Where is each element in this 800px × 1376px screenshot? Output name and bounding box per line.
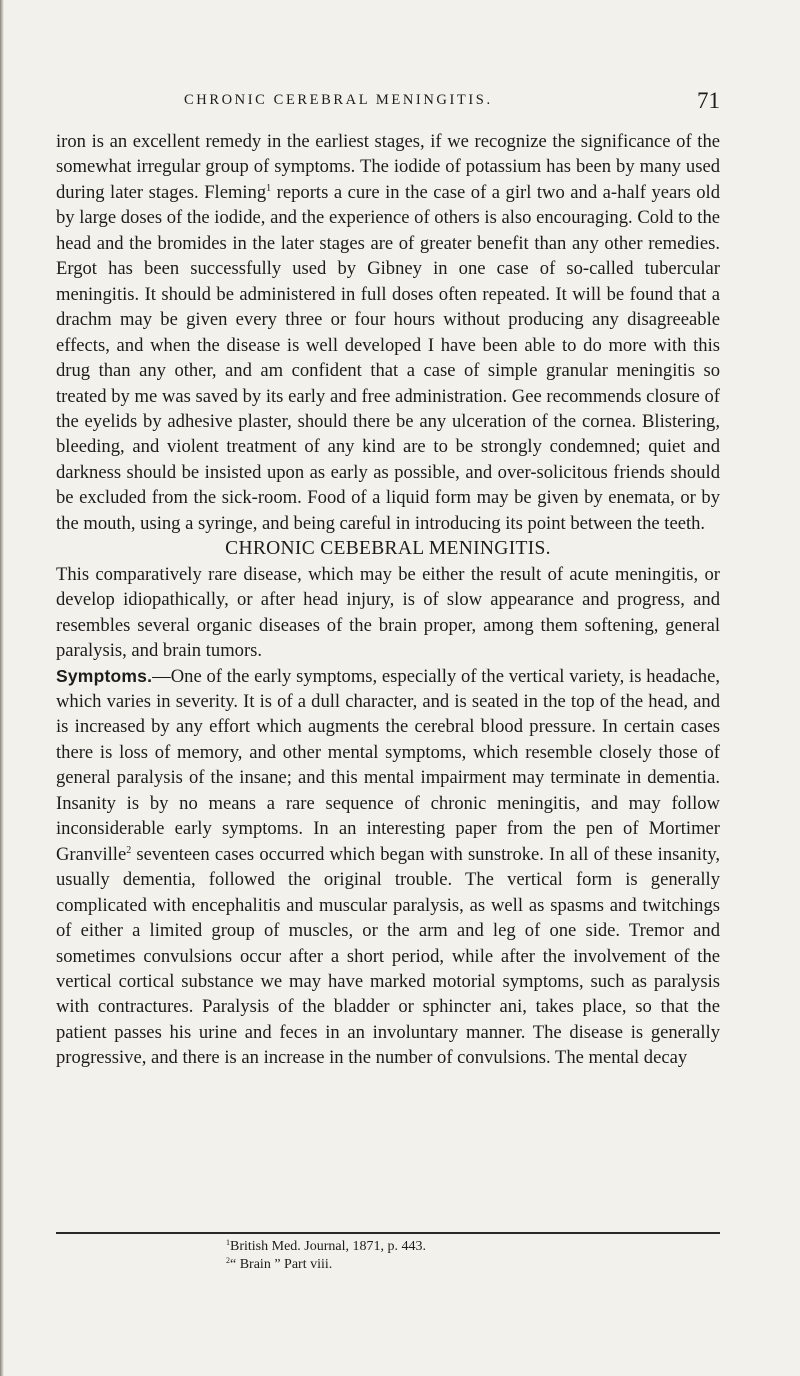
paragraph-text: —One of the early symptoms, especially of the vertical variety, is headache, which varies in severity. It is of a dull character, and is seated in the top of the head, and is increased by any effort which augments the cerebral blood pressure. In certain cases there is loss of memory, and other mental symptoms, which resemble closely those of general paralysis of the insane; and this mental impairment may terminate in dementia. Insanity is by no means a rare sequence of chronic meningitis, and may follow inconsiderable early symptoms. In an interesting paper from the pen of Mortimer Granville [56,665,720,865]
paragraph-treatment [56,129,720,536]
footnote-mark: 2 [226,1256,230,1265]
footnote-text: “ Brain ” Part viii. [230,1257,333,1272]
running-title: CHRONIC CEREBRAL MENINGITIS. [184,92,493,108]
footnote-mark: 1 [226,1238,230,1247]
footnote-ref: 2 [126,844,132,856]
paragraph-text: reports a cure in the case of a girl two and a-half years old by large doses of the iodide, and the experience of others is also encouraging. Cold to the head and the bromides in the later stages are of greater benefit than any other remedies. Ergot has been successfully used by Gibney in one case of so-called tubercular meningitis. It should be administered in full doses often repeated. It will be found that a drachm may be given every three or four hours without producing any disagreeable effects, and when the disease is well developed I have been able to do more with this drug than any other, and am confident that a case of simple granular meningitis so treated by me was saved by its early and free administration. Gee recommends closure of the eyelids by adhesive plaster, should there be any ulceration of the cornea. Blistering, bleeding, and violent treatment of any kind are to be strongly condemned; quiet and darkness should be insisted upon as early as possible, and over-solicitous friends should be excluded from the sick-room. Food of a liquid form may be given by enemata, or by the mouth, using a syringe, and being careful in introducing its point between the teeth. [56,181,720,534]
footnote-text: British Med. Journal, 1871, p. 443. [230,1239,426,1254]
run-in-heading: Symptoms. [56,665,153,686]
footnotes [226,1238,676,1274]
page-edge-shadow [0,0,4,1376]
paragraph-text: iron is an excellent remedy in the earliest stages, if we recognize the significance of the somewhat irregular group of symptoms. The iodide of potassium has been by many used during later stages. Fleming [56,131,720,203]
footnote [226,1238,676,1256]
footnote [226,1256,676,1274]
paragraph-symptoms [56,664,720,1071]
body-text [56,129,720,1071]
section-heading: CHRONIC CEBEBRAL MENINGITIS. [225,538,551,560]
paragraph-intro: This comparatively rare disease, which may be either the result of acute meningitis, or develop idiopathically, or after head injury, is of slow appearance and progress, and resembles several organic diseases of the brain proper, among them softening, general paralysis, and brain tumors. [56,563,720,662]
footnote-rule [56,1232,720,1234]
running-head [150,88,720,116]
page-number: 71 [697,88,720,113]
paragraph-text: seventeen cases occurred which began with sunstroke. In all of these insanity, usually dementia, followed the original trouble. The vertical form is generally complicated with encephalitis and muscular paralysis, as well as spasms and twitchings of either a limited group of muscles, or the arm and leg of one side. Tremor and sometimes convulsions occur after a short period, while after the involvement of the vertical cortical substance we may have marked motorial symptoms, such as paralysis with contractures. Paralysis of the bladder or sphincter ani, takes place, so that the patient passes his urine and feces in an involuntary manner. The disease is generally progressive, and there is an increase in the number of convulsions. The mental decay [56,843,720,1069]
footnote-ref: 1 [266,182,272,194]
